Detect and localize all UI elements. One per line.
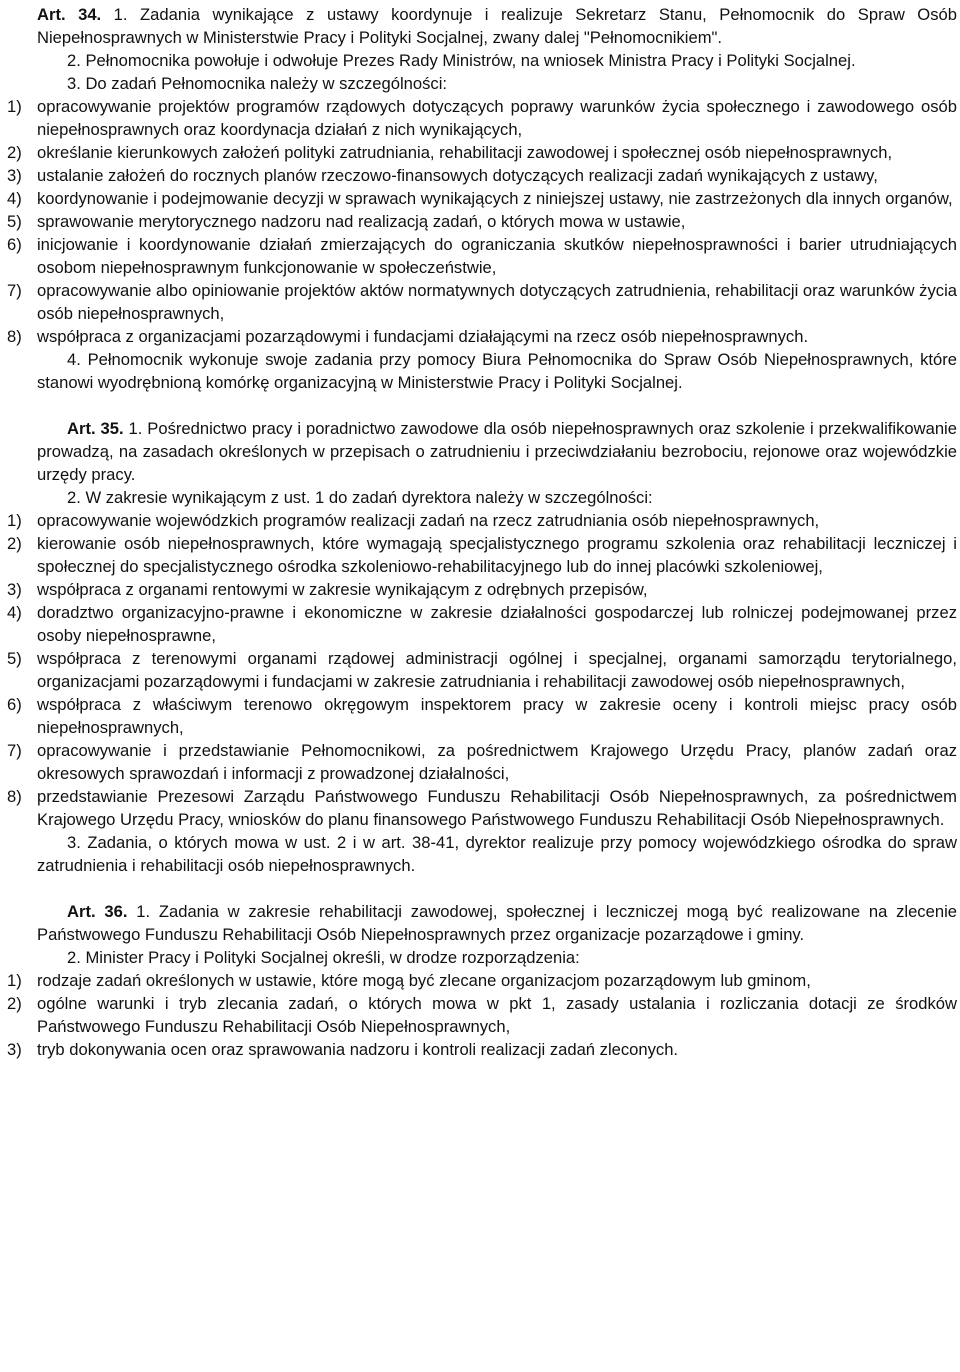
art36-label: Art. 36. — [67, 902, 128, 921]
list-item — [7, 325, 957, 348]
item-text: przedstawianie Prezesowi Zarządu Państwowego Funduszu Rehabilitacji Osób Niepełnosprawnych, za pośrednictwem Krajowego Urzędu Pracy, wniosków do planu finansowego Państwowego Funduszu Rehabilitacji Osób Niepełnosprawnych. — [37, 787, 957, 829]
item-text: inicjowanie i koordynowanie działań zmierzających do ograniczania skutków niepełnosprawności i barier utrudniających osobom niepełnosprawnym funkcjonowanie w społeczeństwie, — [37, 235, 957, 277]
item-text: ogólne warunki i tryb zlecania zadań, o których mowa w pkt 1, zasady ustalania i rozliczania dotacji ze środków Państwowego Funduszu Rehabilitacji Osób Niepełnosprawnych, — [37, 994, 957, 1036]
list-item — [7, 141, 957, 164]
list-item — [7, 693, 957, 739]
list-item — [7, 647, 957, 693]
item-number: 1) — [7, 97, 22, 116]
art35-p1-text: 1. Pośrednictwo pracy i poradnictwo zawodowe dla osób niepełnosprawnych oraz szkolenie i przekwalifikowanie prowadzą, na zasadach określonych w przepisach o zatrudnieniu i przeciwdziałaniu bezrobociu, rejonowe oraz wojewódzkie urzędy pracy. — [37, 419, 957, 484]
item-number: 6) — [7, 235, 22, 254]
item-number: 5) — [7, 649, 22, 668]
art34-paragraph-1 — [7, 3, 957, 49]
art34-paragraph-3: 3. Do zadań Pełnomocnika należy w szczególności: — [67, 74, 448, 93]
item-number: 3) — [7, 1040, 22, 1059]
list-item — [7, 233, 957, 279]
art35-paragraph-3: 3. Zadania, o których mowa w ust. 2 i w art. 38-41, dyrektor realizuje przy pomocy wojewódzkiego ośrodka do spraw zatrudnienia i rehabilitacji osób niepełnosprawnych. — [37, 833, 957, 875]
art34-label: Art. 34. — [37, 5, 102, 24]
item-text: ustalanie założeń do rocznych planów rzeczowo-finansowych dotyczących realizacji zadań wynikających z ustawy, — [37, 166, 878, 185]
section-gap — [7, 877, 957, 900]
list-item — [7, 279, 957, 325]
list-item — [7, 164, 957, 187]
item-text: współpraca z właściwym terenowo okręgowym inspektorem pracy w zakresie oceny i kontroli miejsc pracy osób niepełnosprawnych, — [37, 695, 957, 737]
item-number: 4) — [7, 603, 22, 622]
item-number: 7) — [7, 281, 22, 300]
item-text: kierowanie osób niepełnosprawnych, które wymagają specjalistycznego programu szkolenia oraz rehabilitacji leczniczej i społecznej do specjalistycznego ośrodka szkoleniowo-rehabilitacyjnego lub do innej placówki szkoleniowej, — [37, 534, 957, 576]
item-text: doradztwo organizacyjno-prawne i ekonomiczne w zakresie działalności gospodarczej lub rolniczej podejmowanej przez osoby niepełnosprawne, — [37, 603, 957, 645]
list-item — [7, 532, 957, 578]
item-text: tryb dokonywania ocen oraz sprawowania nadzoru i kontroli realizacji zadań zleconych. — [37, 1040, 679, 1059]
item-text: sprawowanie merytorycznego nadzoru nad realizacją zadań, o których mowa w ustawie, — [37, 212, 686, 231]
item-text: opracowywanie wojewódzkich programów realizacji zadań na rzecz zatrudniania osób niepełnosprawnych, — [37, 511, 820, 530]
item-number: 7) — [7, 741, 22, 760]
item-number: 2) — [7, 143, 22, 162]
art36-paragraph-1 — [7, 900, 957, 946]
art36-list — [7, 969, 957, 1061]
item-number: 1) — [7, 511, 22, 530]
item-text: opracowywanie projektów programów rządowych dotyczących poprawy warunków życia społecznego i zawodowego osób niepełnosprawnych oraz koordynacja działań z nich wynikających, — [37, 97, 957, 139]
art35-list — [7, 509, 957, 831]
item-text: współpraca z organizacjami pozarządowymi i fundacjami działającymi na rzecz osób niepełnosprawnych. — [37, 327, 809, 346]
item-number: 3) — [7, 580, 22, 599]
item-number: 2) — [7, 534, 22, 553]
document-page — [7, 3, 957, 1061]
art36-paragraph-2: 2. Minister Pracy i Polityki Socjalnej określi, w drodze rozporządzenia: — [67, 948, 580, 967]
item-text: współpraca z terenowymi organami rządowej administracji ogólnej i specjalnej, organami samorządu terytorialnego, organizacjami pozarządowymi i fundacjami w zakresie zatrudniania i rehabilitacji zawodowej osób niepełnosprawnych, — [37, 649, 957, 691]
list-item — [7, 509, 957, 532]
art34-p1-text: 1. Zadania wynikające z ustawy koordynuje i realizuje Sekretarz Stanu, Pełnomocnik do Spraw Osób Niepełnosprawnych w Ministerstwie Pracy i Polityki Socjalnej, zwany dalej "Pełnomocnikiem". — [37, 5, 957, 47]
item-text: opracowywanie albo opiniowanie projektów aktów normatywnych dotyczących zatrudnienia, rehabilitacji oraz warunków życia osób niepełnosprawnych, — [37, 281, 957, 323]
item-number: 8) — [7, 327, 22, 346]
list-item — [7, 187, 957, 210]
item-number: 3) — [7, 166, 22, 185]
list-item — [7, 739, 957, 785]
item-text: opracowywanie i przedstawianie Pełnomocnikowi, za pośrednictwem Krajowego Urzędu Pracy, planów zadań oraz okresowych sprawozdań i informacji z prowadzonej działalności, — [37, 741, 957, 783]
art35-label: Art. 35. — [67, 419, 124, 438]
item-number: 4) — [7, 189, 22, 208]
item-number: 5) — [7, 212, 22, 231]
list-item — [7, 969, 957, 992]
list-item — [7, 785, 957, 831]
list-item — [7, 578, 957, 601]
item-text: współpraca z organami rentowymi w zakresie wynikającym z odrębnych przepisów, — [37, 580, 648, 599]
item-number: 1) — [7, 971, 22, 990]
item-text: rodzaje zadań określonych w ustawie, które mogą być zlecane organizacjom pozarządowym lub gminom, — [37, 971, 811, 990]
list-item — [7, 1038, 957, 1061]
art34-paragraph-2: 2. Pełnomocnika powołuje i odwołuje Prezes Rady Ministrów, na wniosek Ministra Pracy i Polityki Socjalnej. — [67, 51, 856, 70]
item-text: koordynowanie i podejmowanie decyzji w sprawach wynikających z niniejszej ustawy, nie zastrzeżonych dla innych organów, — [37, 189, 953, 208]
art36-p1-text: 1. Zadania w zakresie rehabilitacji zawodowej, społecznej i leczniczej mogą być realizowane na zlecenie Państwowego Funduszu Rehabilitacji Osób Niepełnosprawnych przez organizacje pozarządowe i gminy. — [37, 902, 957, 944]
item-text: określanie kierunkowych założeń polityki zatrudniania, rehabilitacji zawodowej i społecznej osób niepełnosprawnych, — [37, 143, 893, 162]
item-number: 6) — [7, 695, 22, 714]
list-item — [7, 95, 957, 141]
art34-list — [7, 95, 957, 348]
list-item — [7, 210, 957, 233]
item-number: 2) — [7, 994, 22, 1013]
art34-paragraph-4: 4. Pełnomocnik wykonuje swoje zadania przy pomocy Biura Pełnomocnika do Spraw Osób Niepełnosprawnych, które stanowi wyodrębnioną komórkę organizacyjną w Ministerstwie Pracy i Polityki Socjalnej. — [37, 350, 957, 392]
section-gap — [7, 394, 957, 417]
list-item — [7, 601, 957, 647]
list-item — [7, 992, 957, 1038]
art35-paragraph-2: 2. W zakresie wynikającym z ust. 1 do zadań dyrektora należy w szczególności: — [67, 488, 653, 507]
item-number: 8) — [7, 787, 22, 806]
art35-paragraph-1 — [7, 417, 957, 486]
